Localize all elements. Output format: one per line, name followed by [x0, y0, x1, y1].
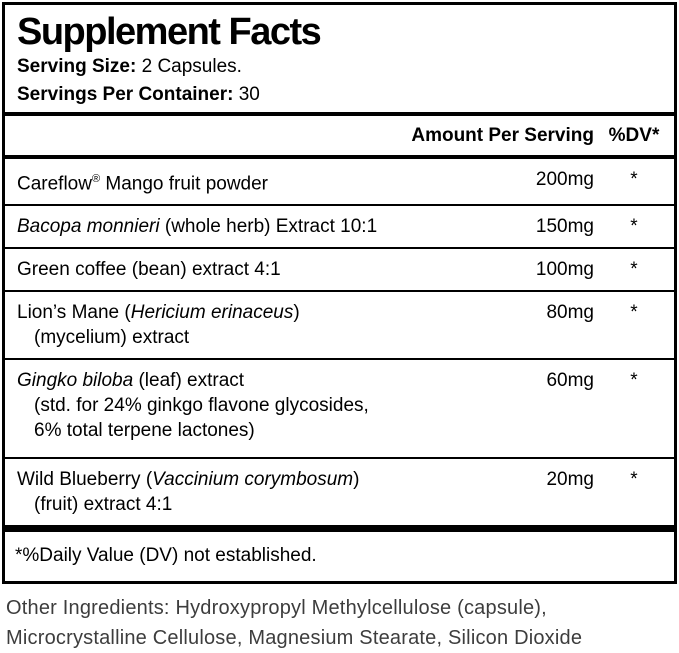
- ingredient-name-text: Green coffee (bean) extract 4:1: [17, 259, 281, 281]
- ingredient-amount: 60mg: [546, 370, 594, 392]
- ingredient-name: [5, 368, 474, 443]
- latin-name: Bacopa monnieri: [17, 216, 160, 238]
- ingredient-dv: *: [630, 216, 638, 238]
- ingredient-dv: *: [630, 370, 638, 392]
- percent-dv-header: %DV*: [608, 124, 660, 146]
- ingredient-name-text: Lion’s Mane (: [17, 302, 131, 324]
- ingredient-amount: 20mg: [546, 469, 594, 491]
- ingredient-row: [5, 159, 674, 204]
- serving-size-line: [17, 53, 662, 81]
- other-ingredients: [6, 593, 676, 653]
- ingredient-dv: *: [630, 469, 638, 491]
- ingredient-name: [5, 467, 474, 517]
- footnote-divider: [5, 525, 674, 532]
- ingredient-dv: *: [630, 302, 638, 324]
- latin-name: Gingko biloba: [17, 370, 134, 392]
- ingredient-name: [5, 300, 474, 350]
- ingredient-name-text: (whole herb) Extract 10:1: [159, 216, 378, 238]
- ingredient-name: [5, 257, 474, 282]
- ingredient-row: [5, 247, 674, 290]
- registered-mark: ®: [91, 173, 101, 185]
- ingredient-name-text: Mango fruit powder: [100, 173, 269, 195]
- ingredient-amount: 80mg: [546, 302, 594, 324]
- servings-per-container-line: [17, 81, 662, 109]
- ingredient-row: [5, 290, 674, 358]
- ingredient-amount: 100mg: [535, 259, 594, 281]
- ingredient-name-text: Wild Blueberry (: [17, 469, 153, 491]
- ingredient-name: [5, 214, 474, 239]
- serving-size-value: 2 Capsules.: [141, 56, 242, 77]
- ingredient-name-line: [17, 300, 474, 325]
- ingredient-name-line: [17, 214, 474, 239]
- ingredient-sub-line: (mycelium) extract: [34, 327, 190, 349]
- ingredient-name-text: ): [293, 302, 300, 324]
- ingredient-dv: *: [630, 169, 638, 190]
- ingredient-row: [5, 457, 674, 525]
- latin-name: Hericium erinaceus: [130, 302, 294, 324]
- ingredient-name-text: (leaf) extract: [133, 370, 245, 392]
- servings-per-container-value: 30: [238, 84, 260, 105]
- amount-per-serving-header: Amount Per Serving: [411, 124, 594, 146]
- supplement-facts-panel: [2, 2, 677, 584]
- ingredient-name-line: [17, 257, 474, 282]
- panel-title: Supplement Facts: [17, 11, 321, 53]
- ingredient-name-line: [17, 368, 474, 393]
- ingredient-amount: 150mg: [535, 216, 594, 238]
- table-header-row: [5, 116, 674, 159]
- servings-per-container-label: Servings Per Container:: [17, 84, 234, 105]
- serving-size-label: Serving Size:: [17, 56, 137, 77]
- latin-name: Vaccinium corymbosum: [152, 469, 354, 491]
- other-ingredients-line: Microcrystalline Cellulose, Magnesium Stearate, Silicon Dioxide: [6, 627, 583, 649]
- ingredient-rows: [5, 159, 674, 525]
- ingredient-row: [5, 204, 674, 247]
- ingredient-sub-line: 6% total terpene lactones): [34, 420, 255, 442]
- ingredient-name-text: ): [353, 469, 360, 491]
- other-ingredients-line: Other Ingredients: Hydroxypropyl Methylcellulose (capsule),: [6, 597, 547, 619]
- ingredient-sub-line: (std. for 24% ginkgo flavone glycosides,: [34, 395, 369, 417]
- dv-footnote: *%Daily Value (DV) not established.: [15, 545, 317, 567]
- ingredient-name: [5, 167, 474, 196]
- ingredient-name-text: Careflow: [17, 173, 92, 195]
- ingredient-amount: 200mg: [535, 169, 594, 190]
- title-section: [5, 5, 674, 116]
- ingredient-row: [5, 358, 674, 457]
- ingredient-dv: *: [630, 259, 638, 281]
- ingredient-name-line: [17, 167, 474, 196]
- ingredient-sub-line: (fruit) extract 4:1: [34, 494, 173, 516]
- ingredient-name-line: [17, 467, 474, 492]
